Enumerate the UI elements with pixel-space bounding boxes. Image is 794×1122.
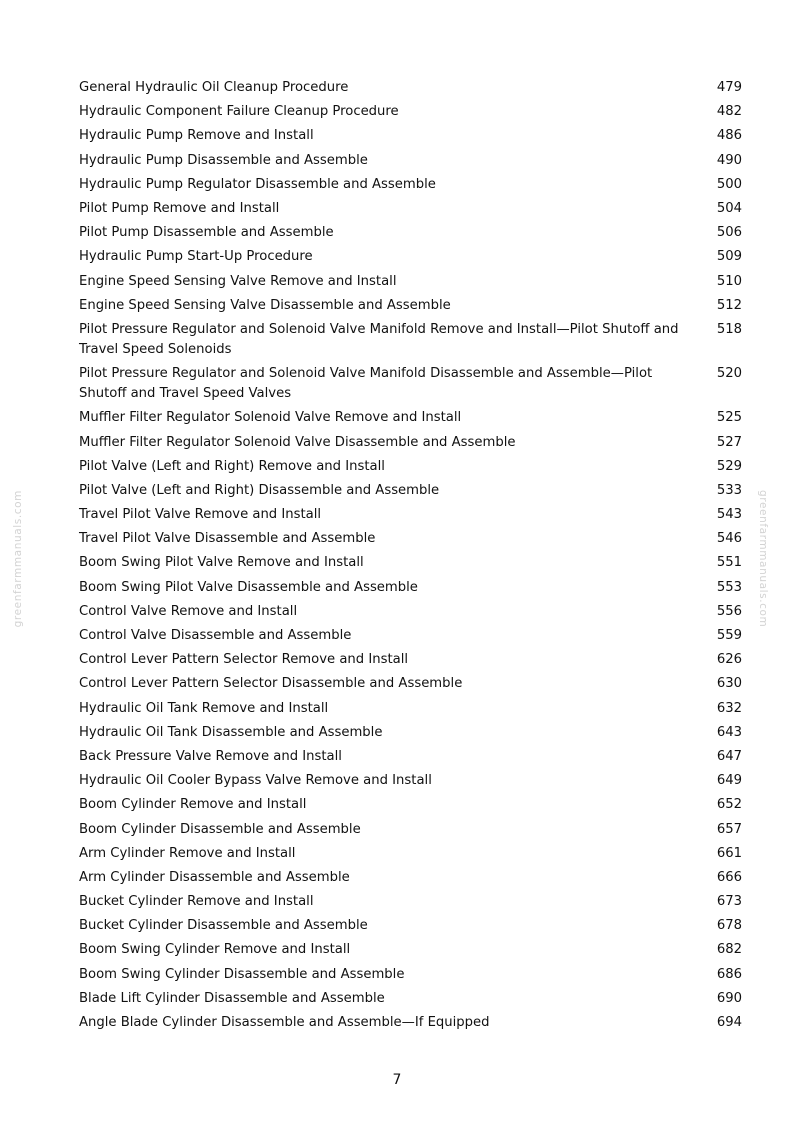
toc-entry-title[interactable]: Engine Speed Sensing Valve Remove and Install bbox=[79, 273, 397, 289]
toc-entry-page[interactable]: 520 bbox=[716, 366, 742, 382]
toc-entry-page[interactable]: 479 bbox=[716, 80, 742, 96]
toc-entry-page[interactable]: 652 bbox=[716, 797, 742, 813]
toc-entry-page[interactable]: 682 bbox=[716, 942, 742, 958]
toc-entry-page[interactable]: 626 bbox=[716, 652, 742, 668]
toc-entry[interactable] bbox=[79, 527, 742, 551]
toc-entry-page[interactable]: 630 bbox=[716, 676, 742, 692]
toc-entry-title[interactable]: Arm Cylinder Remove and Install bbox=[79, 845, 296, 861]
toc-entry-title[interactable]: Hydraulic Pump Start-Up Procedure bbox=[79, 249, 313, 265]
toc-entry[interactable] bbox=[79, 76, 742, 100]
toc-entry[interactable] bbox=[79, 672, 742, 696]
toc-entry-title[interactable]: Boom Cylinder Disassemble and Assemble bbox=[79, 821, 361, 837]
toc-entry-title[interactable]: Bucket Cylinder Disassemble and Assemble bbox=[79, 918, 368, 934]
toc-entry[interactable] bbox=[79, 270, 742, 294]
toc-entry-title[interactable]: General Hydraulic Oil Cleanup Procedure bbox=[79, 80, 349, 96]
toc-entry[interactable] bbox=[79, 697, 742, 721]
toc-entry-page[interactable]: 518 bbox=[716, 321, 742, 337]
toc-entry-title[interactable]: Hydraulic Oil Cooler Bypass Valve Remove and Install bbox=[79, 773, 432, 789]
toc-entry[interactable] bbox=[79, 221, 742, 245]
toc-entry-title[interactable]: Pilot Valve (Left and Right) Remove and Install bbox=[79, 458, 385, 474]
toc-entry-title[interactable]: Travel Pilot Valve Remove and Install bbox=[79, 507, 322, 523]
toc-entry-page[interactable]: 678 bbox=[716, 918, 742, 934]
toc-entry-title[interactable]: Hydraulic Oil Tank Remove and Install bbox=[79, 700, 329, 716]
toc-entry-title[interactable]: Hydraulic Pump Regulator Disassemble and Assemble bbox=[79, 176, 436, 192]
toc-entry-title[interactable]: Muffler Filter Regulator Solenoid Valve Disassemble and Assemble bbox=[79, 434, 516, 450]
toc-entry[interactable] bbox=[79, 890, 742, 914]
toc-entry-title[interactable]: Control Lever Pattern Selector Remove and Install bbox=[79, 652, 409, 668]
toc-entry-title[interactable]: Hydraulic Pump Disassemble and Assemble bbox=[79, 152, 368, 168]
toc-entry-page[interactable]: 490 bbox=[716, 152, 742, 168]
toc-entry[interactable] bbox=[79, 769, 742, 793]
toc-entry-title[interactable]: Boom Swing Pilot Valve Remove and Install bbox=[79, 555, 364, 571]
toc-entry-page[interactable]: 506 bbox=[716, 225, 742, 241]
toc-entry-page[interactable]: 543 bbox=[716, 507, 742, 523]
toc-entry-page[interactable]: 551 bbox=[716, 555, 742, 571]
toc-entry-page[interactable]: 559 bbox=[716, 628, 742, 644]
toc-entry-page[interactable]: 512 bbox=[716, 297, 742, 313]
toc-entry-page[interactable]: 510 bbox=[716, 273, 742, 289]
toc-entry-page[interactable]: 643 bbox=[716, 724, 742, 740]
toc-entry[interactable] bbox=[79, 197, 742, 221]
toc-entry-title[interactable]: Pilot Pressure Regulator and Solenoid Valve Manifold Remove and Install—Pilot Shutoff and Travel Speed Solenoids bbox=[79, 321, 679, 357]
toc-entry-title[interactable]: Boom Swing Cylinder Remove and Install bbox=[79, 942, 351, 958]
watermark-right: greenfarmmanuals.com bbox=[757, 490, 769, 628]
toc-entry[interactable] bbox=[79, 987, 742, 1011]
toc-entry[interactable] bbox=[79, 479, 742, 503]
toc-entry-page[interactable]: 647 bbox=[716, 748, 742, 764]
toc-entry[interactable] bbox=[79, 318, 742, 362]
toc-entry[interactable] bbox=[79, 1011, 742, 1035]
toc-entry-title[interactable]: Hydraulic Pump Remove and Install bbox=[79, 128, 314, 144]
toc-entry-title[interactable]: Muffler Filter Regulator Solenoid Valve Remove and Install bbox=[79, 410, 462, 426]
toc-entry-page[interactable]: 673 bbox=[716, 894, 742, 910]
toc-entry-page[interactable]: 666 bbox=[716, 869, 742, 885]
toc-entry-page[interactable]: 661 bbox=[716, 845, 742, 861]
toc-entry-page[interactable]: 509 bbox=[716, 249, 742, 265]
toc-entry[interactable] bbox=[79, 455, 742, 479]
toc-entry-title[interactable]: Boom Swing Cylinder Disassemble and Assemble bbox=[79, 966, 405, 982]
toc-entry-title[interactable]: Control Valve Remove and Install bbox=[79, 603, 298, 619]
toc-entry-page[interactable]: 527 bbox=[716, 434, 742, 450]
toc-entry[interactable] bbox=[79, 503, 742, 527]
toc-entry-page[interactable]: 657 bbox=[716, 821, 742, 837]
toc-entry[interactable] bbox=[79, 963, 742, 987]
toc-entry[interactable] bbox=[79, 124, 742, 148]
page-number: 7 bbox=[392, 1072, 402, 1088]
toc-entry-title[interactable]: Bucket Cylinder Remove and Install bbox=[79, 894, 314, 910]
toc-entry[interactable] bbox=[79, 624, 742, 648]
toc-entry-page[interactable]: 649 bbox=[716, 773, 742, 789]
toc-entry-page[interactable]: 690 bbox=[716, 990, 742, 1006]
toc-entry-title[interactable]: Pilot Pump Remove and Install bbox=[79, 201, 280, 217]
toc-entry-title[interactable]: Pilot Pressure Regulator and Solenoid Valve Manifold Disassemble and Assemble—Pilot Shutoff and Travel Speed Valves bbox=[79, 366, 653, 402]
toc-entry-page[interactable]: 546 bbox=[716, 531, 742, 547]
toc-entry-title[interactable]: Control Lever Pattern Selector Disassemble and Assemble bbox=[79, 676, 463, 692]
toc-entry-title[interactable]: Hydraulic Component Failure Cleanup Procedure bbox=[79, 104, 399, 120]
toc-entry[interactable] bbox=[79, 149, 742, 173]
toc-entry[interactable] bbox=[79, 576, 742, 600]
toc-entry[interactable] bbox=[79, 551, 742, 575]
toc-entry[interactable] bbox=[79, 721, 742, 745]
toc-entry[interactable] bbox=[79, 245, 742, 269]
toc-entry-page[interactable]: 632 bbox=[716, 700, 742, 716]
toc-entry-title[interactable]: Travel Pilot Valve Disassemble and Assemble bbox=[79, 531, 376, 547]
toc-entry-title[interactable]: Boom Cylinder Remove and Install bbox=[79, 797, 307, 813]
toc-entry[interactable] bbox=[79, 793, 742, 817]
toc-entry-title[interactable]: Blade Lift Cylinder Disassemble and Assemble bbox=[79, 990, 385, 1006]
toc-entry[interactable] bbox=[79, 600, 742, 624]
toc-entry[interactable] bbox=[79, 938, 742, 962]
watermark-left: greenfarmmanuals.com bbox=[12, 490, 24, 628]
table-of-contents bbox=[79, 76, 742, 1035]
toc-entry-page[interactable]: 553 bbox=[716, 579, 742, 595]
toc-entry-title[interactable]: Hydraulic Oil Tank Disassemble and Assemble bbox=[79, 724, 383, 740]
toc-entry[interactable] bbox=[79, 294, 742, 318]
toc-entry[interactable] bbox=[79, 745, 742, 769]
toc-entry-page[interactable]: 529 bbox=[716, 458, 742, 474]
toc-entry-page[interactable]: 533 bbox=[716, 482, 742, 498]
toc-entry-title[interactable]: Back Pressure Valve Remove and Install bbox=[79, 748, 342, 764]
toc-entry[interactable] bbox=[79, 817, 742, 841]
toc-entry-title[interactable]: Boom Swing Pilot Valve Disassemble and Assemble bbox=[79, 579, 418, 595]
toc-entry-page[interactable]: 482 bbox=[716, 104, 742, 120]
toc-entry-page[interactable]: 500 bbox=[716, 176, 742, 192]
toc-entry-title[interactable]: Pilot Pump Disassemble and Assemble bbox=[79, 225, 334, 241]
toc-entry[interactable] bbox=[79, 430, 742, 454]
toc-entry[interactable] bbox=[79, 362, 742, 406]
toc-entry-title[interactable]: Control Valve Disassemble and Assemble bbox=[79, 628, 352, 644]
toc-entry[interactable] bbox=[79, 866, 742, 890]
toc-entry[interactable] bbox=[79, 914, 742, 938]
toc-entry-title[interactable]: Engine Speed Sensing Valve Disassemble and Assemble bbox=[79, 297, 451, 313]
toc-entry-page[interactable]: 504 bbox=[716, 201, 742, 217]
toc-entry[interactable] bbox=[79, 173, 742, 197]
toc-entry-title[interactable]: Arm Cylinder Disassemble and Assemble bbox=[79, 869, 350, 885]
toc-entry-title[interactable]: Angle Blade Cylinder Disassemble and Assemble—If Equipped bbox=[79, 1015, 490, 1031]
toc-entry-title[interactable]: Pilot Valve (Left and Right) Disassemble and Assemble bbox=[79, 482, 440, 498]
toc-entry-page[interactable]: 686 bbox=[716, 966, 742, 982]
toc-entry[interactable] bbox=[79, 648, 742, 672]
toc-entry[interactable] bbox=[79, 406, 742, 430]
toc-entry-page[interactable]: 694 bbox=[716, 1015, 742, 1031]
toc-entry-page[interactable]: 556 bbox=[716, 603, 742, 619]
toc-entry-page[interactable]: 486 bbox=[716, 128, 742, 144]
toc-entry[interactable] bbox=[79, 100, 742, 124]
toc-entry-page[interactable]: 525 bbox=[716, 410, 742, 426]
toc-entry[interactable] bbox=[79, 842, 742, 866]
